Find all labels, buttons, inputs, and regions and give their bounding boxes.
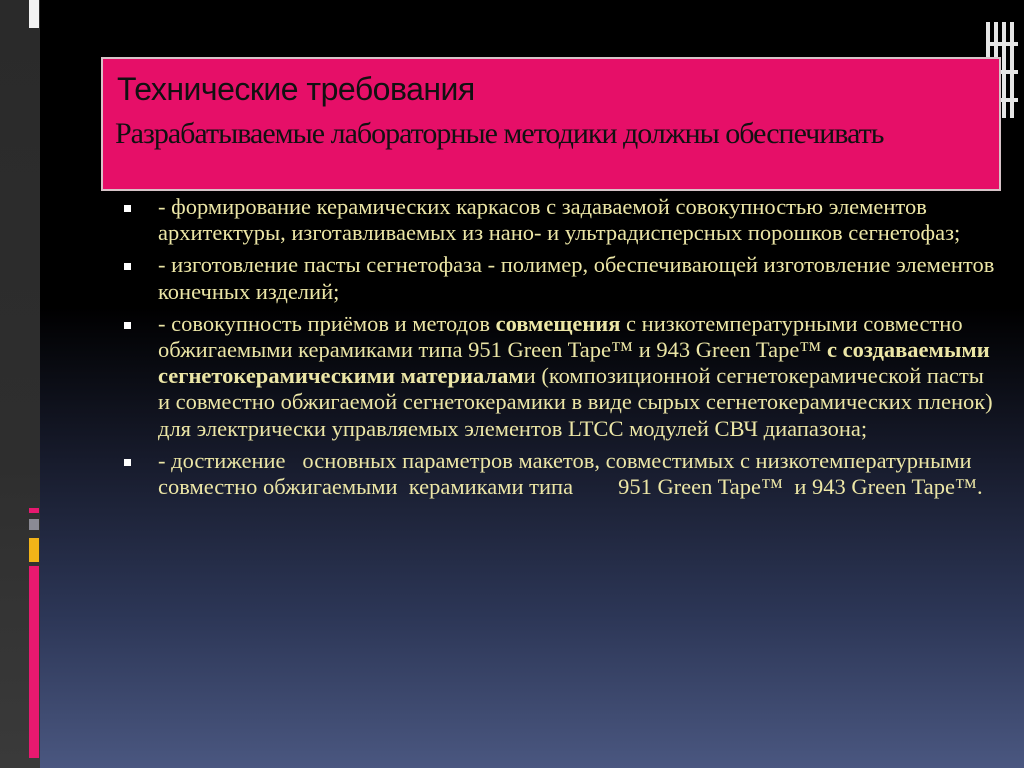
decor-bar-white: [29, 0, 39, 28]
square-bullet-icon: [124, 459, 131, 466]
bullet-text: - формирование керамических каркасов с задаваемой совокупностью элементов архитектуры, изготавливаемых из нано- и ультрадисперсных порошков сегнетофаз;: [158, 194, 961, 246]
bullet-text-part: с низкотемпературными совместно обжигаемыми керамиками типа 951 Green Tape™ и 943 Green Tape™: [158, 310, 963, 363]
square-bullet-icon: [124, 205, 131, 212]
bullet-text-bold: с создаваемыми сегнетокерамическими материалам: [158, 337, 990, 389]
square-bullet-icon: [124, 263, 131, 270]
bullet-item-3: [120, 311, 1000, 442]
decor-bar-pink: [29, 508, 39, 513]
decor-bar-yellow: [29, 538, 39, 562]
bullet-text-part: и (композиционной сегнетокерамической пасты и совместно обжигаемой сегнетокерамики в виде сырых сегнетокерамических пленок) для электрически управляемых элементов LTCC модулей СВЧ диапазона;: [158, 363, 993, 441]
bullet-text: [158, 311, 1000, 442]
bullet-text-part: - совокупность приёмов и методов: [158, 310, 496, 336]
decor-bar-pink-long: [29, 566, 39, 758]
slide-title: Технические требования: [117, 71, 475, 107]
bullet-text: - достижение основных параметров макетов, совместимых с низкотемпературными совместно обжигаемыми керамиками типа 951 Green Tape™ и 943 Green Tape™.: [158, 447, 983, 500]
bullet-item-4: [120, 448, 1000, 500]
bullet-item-1: [120, 194, 1000, 246]
slide-subtitle: Разрабатываемые лабораторные методики должны обеспечивать: [115, 117, 884, 150]
bullet-text: - изготовление пасты сегнетофаза - полимер, обеспечивающей изготовление элементов конечных изделий;: [158, 252, 995, 304]
decor-bar-gray: [29, 519, 39, 530]
bullet-item-2: [120, 252, 1000, 304]
title-box: [101, 57, 1001, 191]
bullet-list: [120, 194, 1000, 506]
square-bullet-icon: [124, 322, 131, 329]
bullet-text-bold: совмещения: [495, 310, 621, 336]
